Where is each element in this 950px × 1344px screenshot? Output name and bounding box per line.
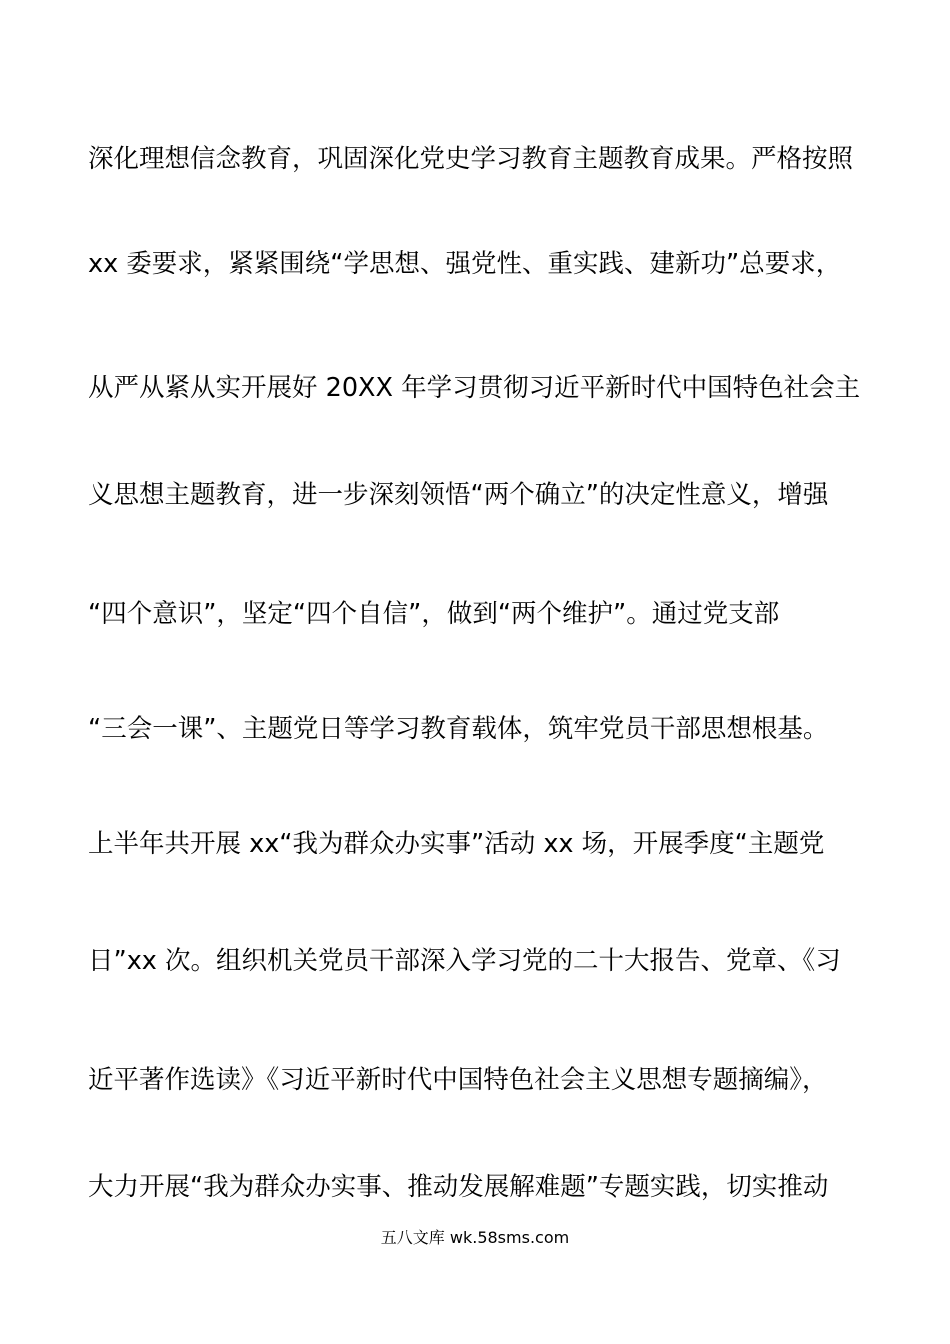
paragraph-line: 义思想主题教育，进一步深刻领悟“两个确立”的决定性意义，增强 <box>88 480 829 510</box>
paragraph-line: 从严从紧从实开展好 20XX 年学习贯彻习近平新时代中国特色社会主 <box>88 373 861 403</box>
paragraph-line: “四个意识”，坚定“四个自信”，做到“两个维护”。通过党支部 <box>88 599 780 629</box>
paragraph-line: 日”xx 次。组织机关党员干部深入学习党的二十大报告、党章、《习 <box>88 946 841 976</box>
paragraph-line: xx 委要求，紧紧围绕“学思想、强党性、重实践、建新功”总要求， <box>88 249 842 279</box>
paragraph-line: “三会一课”、主题党日等学习教育载体，筑牢党员干部思想根基。 <box>88 714 829 744</box>
paragraph-line: 大力开展“我为群众办实事、推动发展解难题”专题实践，切实推动 <box>88 1172 829 1202</box>
paragraph-line: 近平著作选读》《习近平新时代中国特色社会主义思想专题摘编》， <box>88 1065 828 1095</box>
footer-watermark: 五八文库 wk.58sms.com <box>380 1228 570 1247</box>
paragraph-line: 深化理想信念教育，巩固深化党史学习教育主题教育成果。严格按照 <box>88 144 854 174</box>
paragraph-line: 上半年共开展 xx“我为群众办实事”活动 xx 场，开展季度“主题党 <box>88 829 825 859</box>
